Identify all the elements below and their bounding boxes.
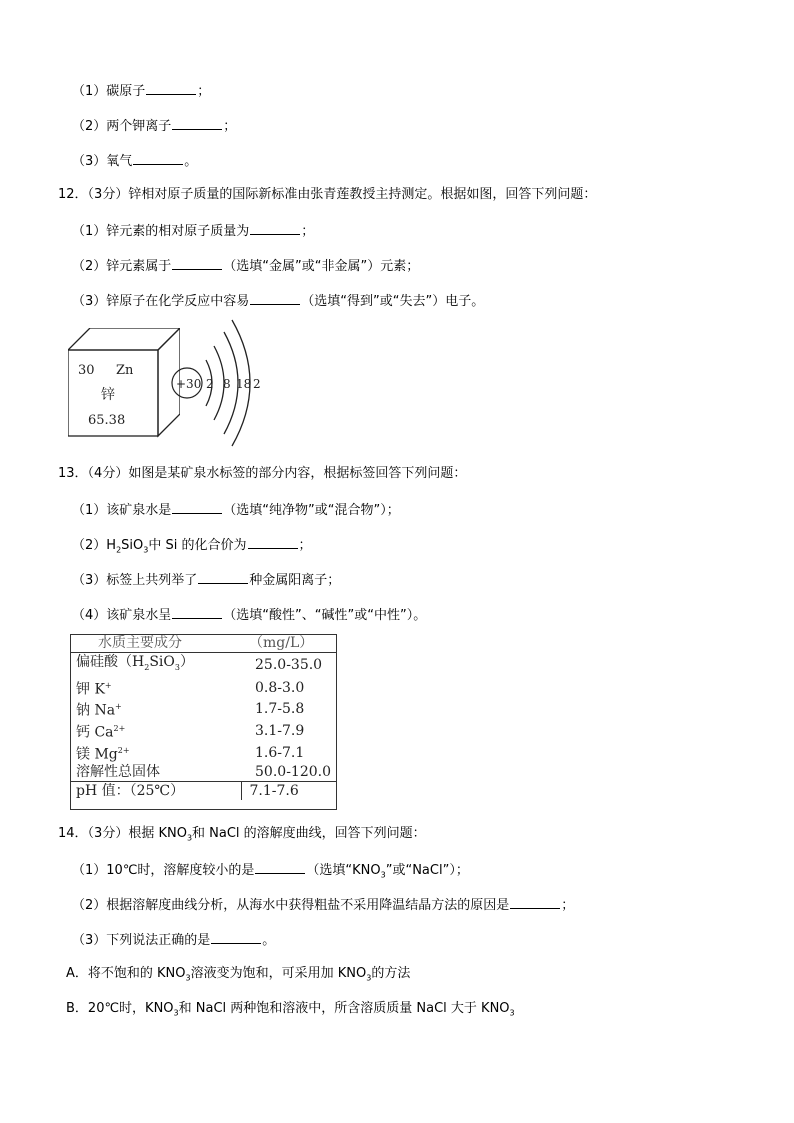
water-quality-table bbox=[70, 634, 337, 800]
q14-item-3 bbox=[72, 931, 275, 949]
element-symbol: Zn bbox=[116, 363, 134, 378]
element-cell-figure bbox=[68, 328, 180, 438]
answer-blank[interactable] bbox=[510, 896, 560, 909]
q14-item-1-pre: （1）10℃时，溶解度较小的是 bbox=[72, 863, 255, 878]
shell-4-count: 2 bbox=[253, 377, 261, 391]
q12-item-1 bbox=[72, 222, 314, 240]
table-cell-name bbox=[70, 720, 241, 742]
formula-subscript: 3 bbox=[143, 545, 149, 555]
formula-subscript: 3 bbox=[185, 973, 191, 983]
answer-blank[interactable] bbox=[250, 292, 300, 305]
table-cell-name bbox=[70, 742, 241, 764]
table-cell-name bbox=[70, 653, 241, 677]
shell-2-count: 8 bbox=[223, 377, 231, 391]
q13-item-3-pre: （3）标签上共列举了 bbox=[72, 573, 198, 588]
ph-value: 7.1-7.6 bbox=[241, 782, 337, 801]
q13-item-4-post: （选填“酸性”、“碱性”或“中性”）。 bbox=[223, 608, 427, 623]
q12-item-2-pre: （2）锌元素属于 bbox=[72, 259, 172, 274]
option-b-pre: B．20℃时，KNO bbox=[66, 1001, 174, 1016]
q13-stem: 13．（4分）如图是某矿泉水标签的部分内容，根据标签回答下列问题： bbox=[58, 466, 467, 481]
row-name-part: 钙 Ca bbox=[76, 724, 114, 741]
row-name-part: 钠 Na bbox=[76, 703, 116, 720]
table-cell-value: 1.7-5.8 bbox=[255, 701, 305, 718]
formula-subscript: 3 bbox=[173, 1008, 179, 1018]
row-subscript: 2 bbox=[144, 662, 150, 672]
shell-3-count: 18 bbox=[236, 377, 252, 391]
q14-item-3-pre: （3）下列说法正确的是 bbox=[72, 933, 211, 948]
q13-item-2-post: ； bbox=[298, 538, 312, 553]
q12-item-3-pre: （3）锌原子在化学反应中容易 bbox=[72, 294, 250, 309]
q12-stem: 12．（3分）锌相对原子质量的国际新标准由张青莲教授主持测定。根据如图，回答下列问题： bbox=[58, 187, 597, 202]
q13-item-2-mid: 中 Si 的化合价为 bbox=[148, 538, 247, 553]
row-superscript: 2+ bbox=[117, 745, 130, 755]
row-name-part: SiO bbox=[149, 654, 175, 670]
row-name-part: 钾 K bbox=[76, 681, 105, 698]
table-row bbox=[70, 763, 337, 782]
q13-item-2 bbox=[72, 536, 312, 559]
answer-blank[interactable] bbox=[255, 861, 305, 874]
q13-item-4-pre: （4）该矿泉水呈 bbox=[72, 608, 172, 623]
table-row bbox=[70, 698, 337, 720]
answer-blank[interactable] bbox=[250, 222, 300, 235]
nucleus-charge: +30 bbox=[176, 377, 202, 391]
answer-blank[interactable] bbox=[248, 536, 298, 549]
table-header-unit: （mg/L） bbox=[241, 634, 337, 653]
q13-item-3-post: 种金属阳离子； bbox=[249, 573, 341, 588]
q13-item-4 bbox=[72, 606, 426, 624]
table-header-row bbox=[70, 634, 337, 653]
option-a-mid: 溶液变为饱和，可采用加 KNO bbox=[190, 966, 367, 981]
row-subscript: 3 bbox=[174, 662, 180, 672]
q14-item-2-post: ； bbox=[561, 898, 575, 913]
q11-item-2-text: （2）两个钾离子 bbox=[72, 119, 172, 134]
q12-item-1-pre: （1）锌元素的相对原子质量为 bbox=[72, 224, 250, 239]
table-row bbox=[70, 677, 337, 699]
q13-item-1-post: （选填“纯净物”或“混合物”）； bbox=[223, 503, 400, 518]
answer-blank[interactable] bbox=[172, 117, 222, 130]
answer-blank[interactable] bbox=[172, 606, 222, 619]
row-superscript: + bbox=[115, 702, 122, 712]
q14-item-1 bbox=[72, 861, 469, 884]
formula-subscript: 3 bbox=[380, 870, 386, 880]
table-cell-value: 0.8-3.0 bbox=[255, 679, 305, 696]
atom-structure-diagram bbox=[170, 318, 270, 448]
table-row bbox=[70, 742, 337, 764]
q14-item-2-pre: （2）根据溶解度曲线分析，从海水中获得粗盐不采用降温结晶方法的原因是 bbox=[72, 898, 510, 913]
q11-item-1-text: （1）碳原子 bbox=[72, 84, 146, 99]
table-row bbox=[70, 653, 337, 677]
answer-blank[interactable] bbox=[146, 82, 196, 95]
table-cell-name: 溶解性总固体 bbox=[76, 764, 160, 781]
answer-blank[interactable] bbox=[172, 257, 222, 270]
q12-item-2-post: （选填“金属”或“非金属”）元素； bbox=[223, 259, 420, 274]
table-header-component: 水质主要成分 bbox=[70, 634, 241, 653]
q14-item-2 bbox=[72, 896, 574, 914]
table-cell-value: 25.0-35.0 bbox=[255, 656, 323, 673]
option-a-pre: A．将不饱和的 KNO bbox=[66, 966, 186, 981]
q13-item-3 bbox=[72, 571, 340, 589]
q13-item-2-pre: （2） bbox=[72, 538, 107, 553]
q11-item-1-end: ； bbox=[197, 84, 211, 99]
answer-blank[interactable] bbox=[172, 501, 222, 514]
table-cell-value: 50.0-120.0 bbox=[255, 764, 331, 781]
table-cell-value: 1.6-7.1 bbox=[255, 744, 305, 761]
q12-item-3-post: （选填“得到”或“失去”）电子。 bbox=[301, 294, 485, 309]
formula-subscript: 3 bbox=[366, 973, 372, 983]
formula-subscript: 3 bbox=[509, 1008, 515, 1018]
formula-subscript: 2 bbox=[116, 545, 122, 555]
q14-item-1-post2: ”或“NaCl”）； bbox=[385, 863, 469, 878]
q13-item-1 bbox=[72, 501, 400, 519]
ph-label: pH 值：（25℃） bbox=[70, 782, 241, 801]
q14-option-b bbox=[66, 1001, 515, 1022]
q14-item-1-post: （选填“KNO bbox=[306, 863, 381, 878]
answer-blank[interactable] bbox=[198, 571, 248, 584]
row-superscript: 2+ bbox=[113, 724, 126, 734]
table-cell-name bbox=[70, 698, 241, 720]
q12-item-2 bbox=[72, 257, 419, 275]
row-name-part: 偏硅酸（H bbox=[76, 654, 145, 670]
table-ph-row bbox=[70, 782, 337, 801]
q11-item-1 bbox=[72, 82, 210, 100]
formula-part: H bbox=[106, 538, 117, 553]
q14-stem-post: 和 NaCl 的溶解度曲线，回答下列问题： bbox=[192, 826, 426, 841]
q11-item-2-end: ； bbox=[223, 119, 237, 134]
option-b-mid: 和 NaCl 两种饱和溶液中，所含溶质质量 NaCl 大于 KNO bbox=[178, 1001, 510, 1016]
q11-item-3-text: （3）氧气 bbox=[72, 154, 133, 169]
answer-blank[interactable] bbox=[211, 931, 261, 944]
row-name-part: ） bbox=[179, 654, 194, 670]
table-cell-value: 3.1-7.9 bbox=[255, 722, 305, 739]
q14-stem-pre: 14．（3分）根据 KNO bbox=[58, 826, 187, 841]
q12-item-1-post: ； bbox=[301, 224, 315, 239]
q12-item-3 bbox=[72, 292, 484, 310]
shell-1-count: 2 bbox=[206, 377, 214, 391]
row-name-part: 镁 Mg bbox=[76, 746, 118, 763]
element-name: 锌 bbox=[101, 387, 115, 403]
row-superscript: + bbox=[104, 680, 112, 690]
q14-stem bbox=[58, 826, 426, 847]
table-cell-name bbox=[70, 677, 241, 699]
q11-item-2 bbox=[72, 117, 236, 135]
option-a-post: 的方法 bbox=[371, 966, 411, 981]
table-row bbox=[70, 720, 337, 742]
q13-item-1-pre: （1）该矿泉水是 bbox=[72, 503, 172, 518]
element-atomic-mass: 65.38 bbox=[88, 413, 126, 428]
formula-part: SiO bbox=[121, 538, 144, 553]
q11-item-3 bbox=[72, 152, 197, 170]
q14-option-a bbox=[66, 966, 410, 987]
q14-item-3-post: 。 bbox=[262, 933, 276, 948]
answer-blank[interactable] bbox=[133, 152, 183, 165]
formula-subscript: 3 bbox=[186, 833, 193, 843]
element-atomic-number: 30 bbox=[78, 363, 95, 378]
q11-item-3-end: 。 bbox=[184, 154, 198, 169]
